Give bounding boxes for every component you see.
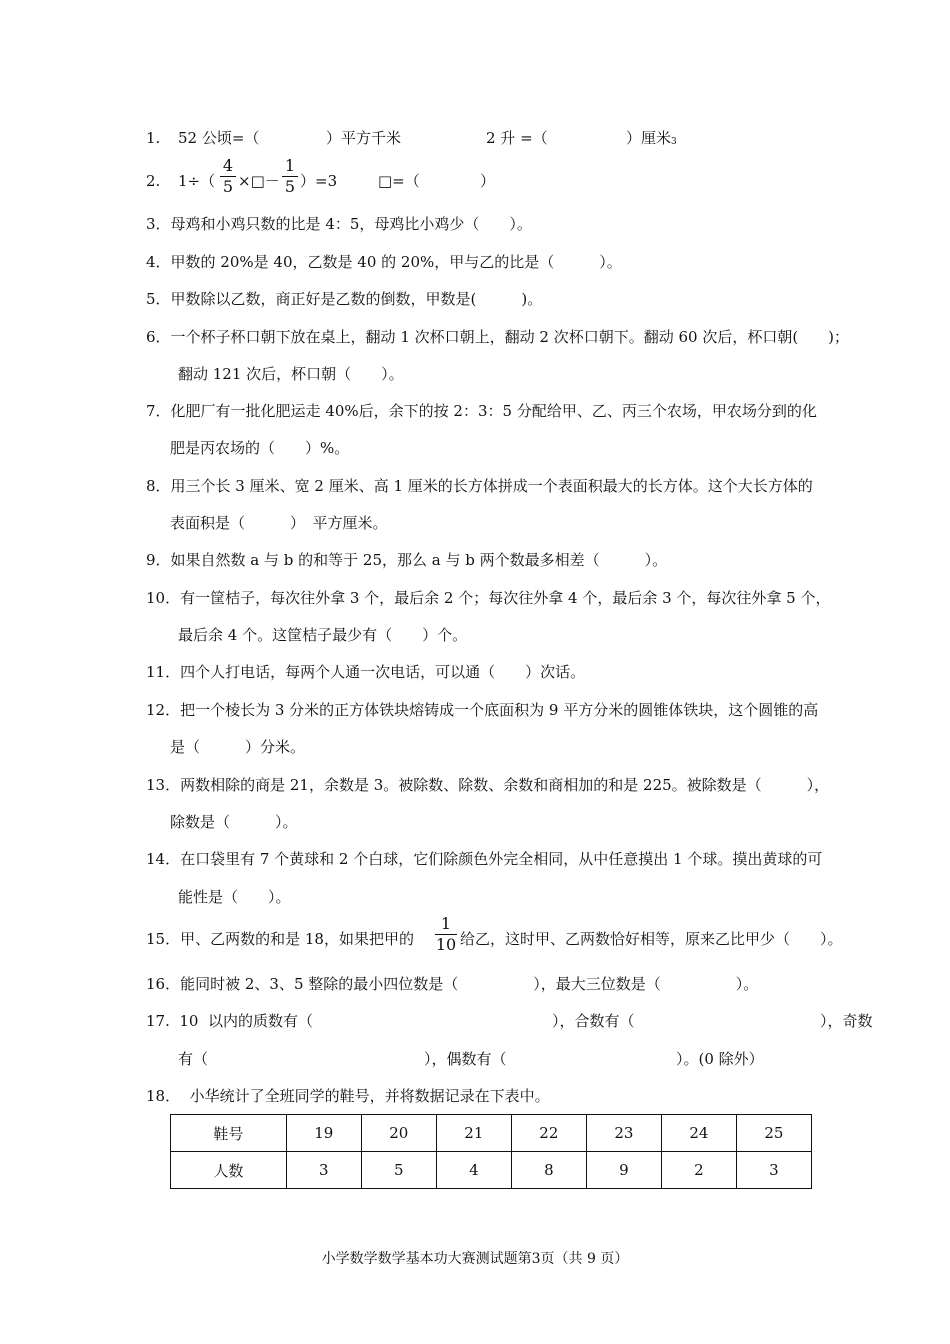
q2-number: 2.: [146, 172, 161, 190]
page-footer: 小学数学数学基本功大赛测试题第3页（共 9 页）: [321, 1251, 629, 1267]
table-cell: 4: [436, 1152, 511, 1189]
q2-part-a: 1÷（: [178, 172, 216, 190]
q1-part-b: ）平方千米: [326, 129, 402, 147]
q6-line-2: 翻动 121 次后，杯口朝（ ）。: [178, 365, 404, 383]
q15-part-a: 15．甲、乙两数的和是 18，如果把甲的: [146, 930, 414, 948]
q15-part-b: 给乙，这时甲、乙两数恰好相等，原来乙比甲少（ ）。: [460, 930, 843, 948]
q5-text: 5．甲数除以乙数，商正好是乙数的倒数，甲数是( )。: [146, 290, 543, 308]
q8-line-1: 8．用三个长 3 厘米、宽 2 厘米、高 1 厘米的长方体拼成一个表面积最大的长方体。这个大长方体的: [146, 477, 813, 495]
table-cell: 9: [586, 1152, 661, 1189]
q1-part-d: ）厘米3: [626, 129, 677, 147]
q9-text: 9．如果自然数 a 与 b 的和等于 25，那么 a 与 b 两个数最多相差（ ）。: [146, 551, 668, 569]
q17-line-2a: 有（: [178, 1050, 209, 1068]
q14-line-1: 14．在口袋里有 7 个黄球和 2 个白球，它们除颜色外完全相同，从中任意摸出 1 个球。摸出黄球的可: [146, 850, 823, 868]
table-cell: 24: [661, 1115, 736, 1152]
q7-line-1: 7．化肥厂有一批化肥运走 40%后，余下的按 2：3：5 分配给甲、乙、丙三个农场，甲农场分到的化: [146, 402, 817, 420]
q14-line-2: 能性是（ ）。: [178, 888, 291, 906]
q13-line-2: 除数是（ ）。: [170, 813, 298, 831]
table-cell: 2: [661, 1152, 736, 1189]
q1-part-c: 2 升 =（: [486, 129, 548, 147]
table-row-shoe-size: [171, 1115, 812, 1152]
q12-line-1: 12．把一个棱长为 3 分米的正方体铁块熔铸成一个底面积为 9 平方分米的圆锥体铁块，这个圆锥的高: [146, 701, 819, 719]
q17-line-2c: ）。(0 除外）: [676, 1050, 764, 1068]
table-cell: 20: [361, 1115, 436, 1152]
q17-line-1a: 17. 10 以内的质数有（: [146, 1012, 314, 1030]
table-cell: 3: [286, 1152, 361, 1189]
q1-superscript: 3: [671, 137, 677, 147]
q11-text: 11．四个人打电话，每两个人通一次电话，可以通（ ）次话。: [146, 663, 586, 681]
q15-fraction: 1 10: [435, 914, 457, 954]
table-cell: 22: [511, 1115, 586, 1152]
q6-line-1: 6．一个杯子杯口朝下放在桌上，翻动 1 次杯口朝上，翻动 2 次杯口朝下。翻动 60 次后，杯口朝( )；: [146, 328, 850, 346]
q2-part-c: □=（: [378, 172, 420, 190]
table-cell: 5: [361, 1152, 436, 1189]
q2-part-d: ）: [480, 172, 496, 190]
table-cell: 人数: [171, 1152, 287, 1189]
q17-line-1b: ），合数有（: [552, 1012, 635, 1030]
table-cell: 19: [286, 1115, 361, 1152]
q2-fraction-2: 1 5: [282, 157, 298, 196]
q16-text: 16．能同时被 2、3、5 整除的最小四位数是（ ），最大三位数是（ ）。: [146, 975, 759, 993]
q2-part-b: ）=3: [300, 172, 338, 190]
q17-line-1c: ），奇数: [820, 1012, 873, 1030]
table-cell: 8: [511, 1152, 586, 1189]
q18-text: 18． 小华统计了全班同学的鞋号，并将数据记录在下表中。: [146, 1087, 550, 1105]
shoe-size-table: [170, 1114, 812, 1189]
q10-line-2: 最后余 4 个。这筐桔子最少有（ ）个。: [178, 626, 468, 644]
q10-line-1: 10．有一筐桔子，每次往外拿 3 个，最后余 2 个；每次往外拿 4 个，最后余 3 个，每次往外拿 5 个，: [146, 589, 831, 607]
q13-line-1: 13．两数相除的商是 21，余数是 3。被除数、除数、余数和商相加的和是 225。被除数是（ ），: [146, 776, 830, 794]
table-cell: 3: [736, 1152, 811, 1189]
q2-middle: ×□－: [238, 172, 280, 190]
q4-text: 4．甲数的 20%是 40，乙数是 40 的 20%，甲与乙的比是（ ）。: [146, 253, 622, 271]
q12-line-2: 是（ ）分米。: [170, 738, 306, 756]
q8-line-2: 表面积是（ ） 平方厘米。: [170, 514, 388, 532]
q7-line-2: 肥是丙农场的（ ）%。: [170, 439, 350, 457]
q2-fraction-1: 4 5: [220, 157, 236, 196]
table-cell: 鞋号: [171, 1115, 287, 1152]
q1-part-a: 52 公顷=（: [178, 129, 260, 147]
q1-number: 1.: [146, 129, 161, 147]
q3-text: 3．母鸡和小鸡只数的比是 4：5，母鸡比小鸡少（ ）。: [146, 215, 532, 233]
table-row-count: [171, 1152, 812, 1189]
table-cell: 21: [436, 1115, 511, 1152]
table-cell: 23: [586, 1115, 661, 1152]
q17-line-2b: ），偶数有（: [424, 1050, 507, 1068]
table-cell: 25: [736, 1115, 811, 1152]
